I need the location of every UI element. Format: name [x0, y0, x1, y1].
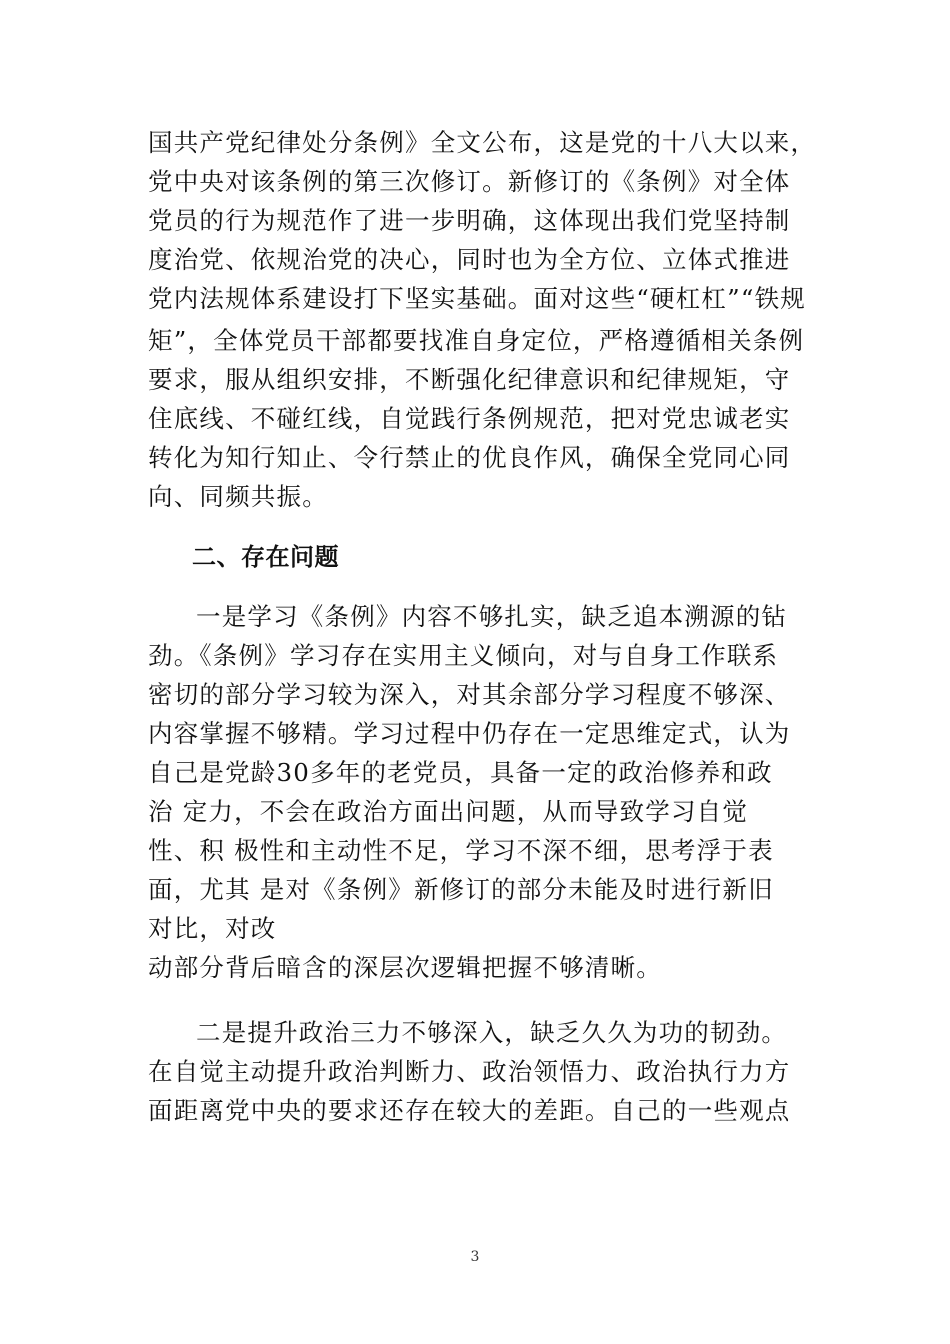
paragraph-line: 内容掌握不够精。学习过程中仍存在一定思维定式，认为	[148, 719, 791, 748]
paragraph-line: 党中央对该条例的第三次修订。新修订的《条例》对全体	[148, 167, 791, 196]
section-heading: 二、存在问题	[192, 543, 339, 571]
paragraph-line: 度治党、依规治党的决心，同时也为全方位、立体式推进	[148, 245, 791, 274]
paragraph-line: 国共产党纪律处分条例》全文公布，这是党的十八大以来，	[148, 128, 817, 157]
paragraph-line: 密切的部分学习较为深入，对其余部分学习程度不够深、	[148, 680, 791, 709]
paragraph-line: 对比，对改	[148, 914, 277, 943]
paragraph-line: 性、积 极性和主动性不足，学习不深不细，思考浮于表	[148, 836, 774, 865]
paragraph-line: 党内法规体系建设打下坚实基础。面对这些“硬杠杠”“铁规	[148, 284, 806, 313]
paragraph-line: 要求，服从组织安排，不断强化纪律意识和纪律规矩，守	[148, 365, 791, 394]
paragraph-line: 动部分背后暗含的深层次逻辑把握不够清晰。	[148, 953, 662, 982]
paragraph-line: 自己是党龄30多年的老党员，具备一定的政治修养和政	[148, 758, 773, 787]
paragraph-line: 治 定力，不会在政治方面出问题，从而导致学习自觉	[148, 797, 749, 826]
paragraph-line: 劲。《条例》学习存在实用主义倾向，对与自身工作联系	[148, 641, 779, 670]
paragraph-line: 一是学习《条例》内容不够扎实，缺乏追本溯源的钻	[196, 602, 788, 631]
paragraph-line: 向、同频共振。	[148, 482, 328, 511]
paragraph-line: 二是提升政治三力不够深入，缺乏久久为功的韧劲。	[196, 1018, 788, 1047]
paragraph-line: 在自觉主动提升政治判断力、政治领悟力、政治执行力方	[148, 1057, 791, 1086]
page-number: 3	[470, 1249, 480, 1265]
paragraph-line: 面，尤其 是对《条例》新修订的部分未能及时进行新旧	[148, 875, 774, 904]
paragraph-line: 党员的行为规范作了进一步明确，这体现出我们党坚持制	[148, 206, 791, 235]
paragraph-line: 面距离党中央的要求还存在较大的差距。自己的一些观点	[148, 1096, 791, 1125]
paragraph-line: 矩”，全体党员干部都要找准自身定位，严格遵循相关条例	[148, 326, 805, 355]
paragraph-line: 住底线、不碰红线，自觉践行条例规范，把对党忠诚老实	[148, 404, 791, 433]
paragraph-line: 转化为知行知止、令行禁止的优良作风，确保全党同心同	[148, 443, 791, 472]
